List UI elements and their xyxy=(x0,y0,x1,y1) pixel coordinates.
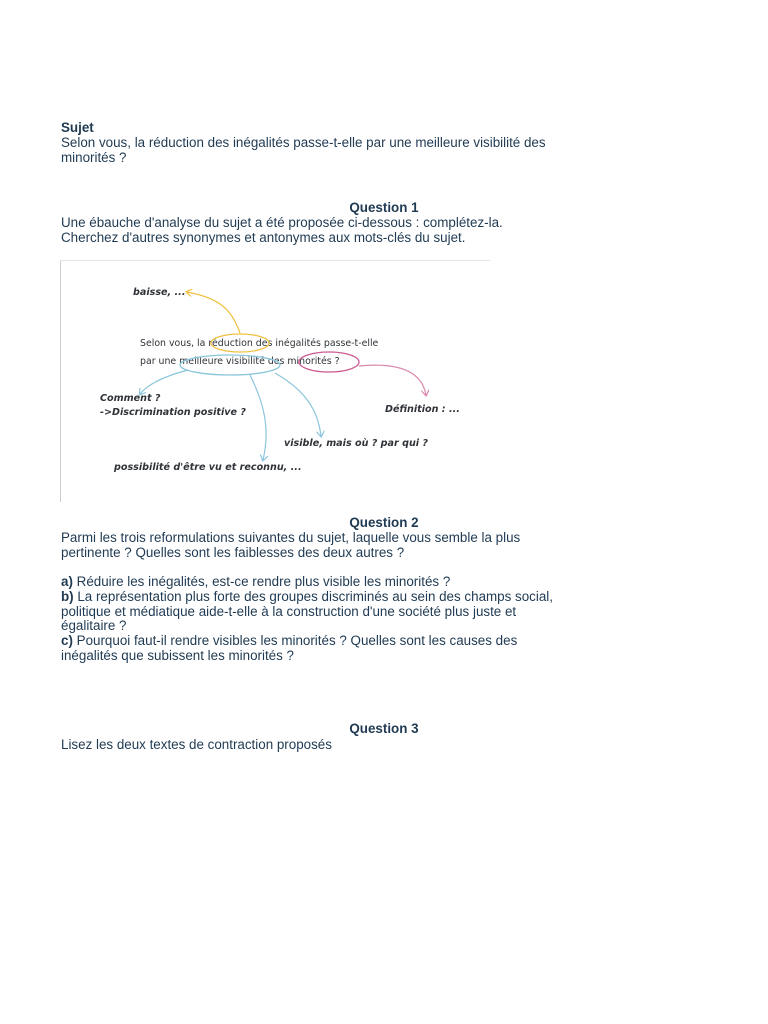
sentence-line-2: par une meilleure visibilité des minorités ? xyxy=(140,356,340,367)
label-baisse: baisse, ... xyxy=(133,287,186,298)
label-discrimination: ->Discrimination positive ? xyxy=(100,407,246,418)
arrow-to-possibilite xyxy=(250,375,266,460)
arrow-to-definition xyxy=(359,365,426,395)
analysis-diagram xyxy=(60,260,490,502)
sujet-text xyxy=(61,136,546,166)
option-a-text: Réduire les inégalités, est-ce rendre plus visible les minorités ? xyxy=(72,574,451,589)
question-1-line-1: Une ébauche d'analyse du sujet a été proposée ci-dessous : complétez-la. xyxy=(61,215,503,230)
question-2-intro xyxy=(61,531,520,561)
question-1-text xyxy=(61,216,503,246)
option-c-label: c) xyxy=(61,633,73,649)
sujet-line-2: minorités ? xyxy=(61,149,127,165)
analysis-diagram-svg xyxy=(60,260,490,502)
question-2-intro-line-1: Parmi les trois reformulations suivantes du sujet, laquelle vous semble la plus xyxy=(61,530,521,545)
question-3-heading: Question 3 xyxy=(349,721,419,736)
arrow-to-baisse xyxy=(187,292,240,333)
sentence-line-1: Selon vous, la réduction des inégalités passe-t-elle xyxy=(140,338,379,349)
sujet-heading: Sujet xyxy=(61,120,94,135)
arrow-to-visible xyxy=(275,373,321,436)
option-b-text-1: La représentation plus forte des groupes discriminés au sein des champs social, xyxy=(73,588,553,604)
question-2-heading: Question 2 xyxy=(349,515,419,530)
question-3-text: Lisez les deux textes de contraction proposés xyxy=(61,737,332,752)
option-c xyxy=(61,634,553,649)
arrow-to-comment xyxy=(140,370,188,394)
option-a-label: a) xyxy=(61,574,73,589)
question-2-intro-line-2: pertinente ? Quelles sont les faiblesses des deux autres ? xyxy=(61,544,405,560)
option-b-label: b) xyxy=(61,588,74,604)
option-a xyxy=(61,575,553,590)
label-definition: Définition : ... xyxy=(385,404,460,415)
option-b-line-2: politique et médiatique aide-t-elle à la construction d'une société plus juste et xyxy=(61,603,517,619)
label-visible: visible, mais où ? par qui ? xyxy=(284,438,428,449)
label-possibilite: possibilité d'être vu et reconnu, ... xyxy=(114,462,302,473)
label-comment: Comment ? xyxy=(100,393,161,404)
option-b-line-3: égalitaire ? xyxy=(61,618,127,634)
question-1-heading: Question 1 xyxy=(349,200,419,215)
option-b xyxy=(61,590,553,605)
option-c-line-2: inégalités que subissent les minorités ? xyxy=(61,647,294,663)
question-1-line-2: Cherchez d'autres synonymes et antonymes aux mots-clés du sujet. xyxy=(61,229,466,245)
sujet-line-1: Selon vous, la réduction des inégalités passe-t-elle par une meilleure visibilité des xyxy=(61,135,546,150)
option-c-text-1: Pourquoi faut-il rendre visibles les minorités ? Quelles sont les causes des xyxy=(72,633,518,649)
question-2-options xyxy=(61,575,553,664)
